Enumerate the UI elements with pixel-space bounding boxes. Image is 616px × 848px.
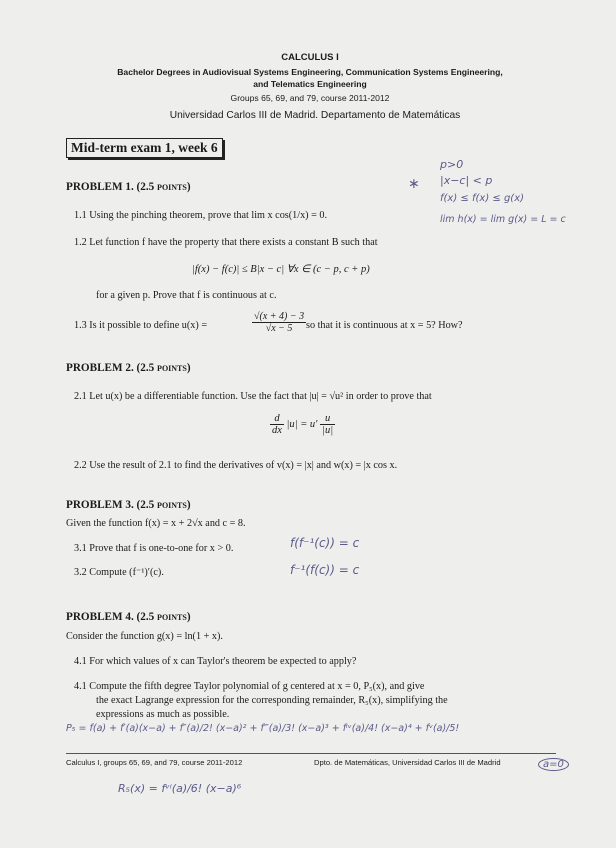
problem-4-1: 4.1 For which values of x can Taylor's theorem be expected to apply?: [74, 656, 357, 667]
problem-3-title: PROBLEM 3. (2.5 points): [66, 499, 191, 511]
handwriting-limit: lim h(x) = lim g(x) = L = c: [440, 214, 566, 225]
problem-2-title: PROBLEM 2. (2.5 points): [66, 362, 191, 374]
formula-abs-u: |u|: [322, 425, 334, 436]
problem-2-1-formula: [270, 413, 335, 436]
university-line: Universidad Carlos III de Madrid. Departamento de Matemáticas: [169, 110, 461, 121]
footer-left: Calculus I, groups 65, 69, and 79, course 2011-2012: [66, 758, 243, 767]
problem-2-2: 2.2 Use the result of 2.1 to find the derivatives of v(x) = |x| and w(x) = |x cos x.: [74, 460, 398, 471]
degree-line-2: and Telematics Engineering: [253, 79, 367, 89]
problem-1-2-formula: |f(x) − f(c)| ≤ B|x − c| ∀x ∈ (c − p, c + p): [192, 264, 370, 275]
handwriting-taylor-polynomial: P₅ = f(a) + f′(a)(x−a) + f″(a)/2! (x−a)² + f‴(a)/3! (x−a)³ + fⁱᵛ(a)/4! (x−a)⁴ + fᵛ(a)/5!: [66, 723, 460, 734]
fraction-denominator: √x − 5: [265, 323, 293, 334]
problem-4-2-line-2: the exact Lagrange expression for the corresponding remainder, R₅(x), simplifying the: [96, 695, 448, 706]
formula-u: u: [320, 413, 335, 425]
formula-dx: dx: [272, 425, 282, 436]
problem-4-given: Consider the function g(x) = ln(1 + x).: [66, 631, 223, 642]
course-title: CALCULUS I: [281, 52, 339, 63]
formula-mid: |u| = u′: [286, 418, 318, 430]
exam-title: Mid-term exam 1, week 6: [66, 138, 223, 158]
problem-4-title: PROBLEM 4. (2.5 points): [66, 611, 191, 623]
footer-rule: [66, 753, 556, 754]
problem-1-2: 1.2 Let function f have the property that there exists a constant B such that: [74, 237, 378, 248]
problem-2-1: 2.1 Let u(x) be a differentiable function. Use the fact that |u| = √u² in order to prove that: [74, 391, 432, 402]
problem-1-title: PROBLEM 1. (2.5 points): [66, 181, 191, 193]
problem-1-3-a: 1.3 Is it possible to define u(x) =: [74, 320, 208, 331]
problem-1-1: 1.1 Using the pinching theorem, prove that lim x cos(1/x) = 0.: [74, 210, 328, 221]
handwriting-p-positive: p>0: [440, 158, 464, 171]
problem-3-2: 3.2 Compute (f⁻¹)′(c).: [74, 567, 164, 578]
problem-3-given: Given the function f(x) = x + 2√x and c = 8.: [66, 518, 246, 529]
handwriting-pinching: f(x) ≤ f(x) ≤ g(x): [440, 193, 525, 204]
handwriting-center: a=0: [538, 758, 569, 771]
handwriting-remainder: R₅(x) = fᵛⁱ(a)/6! (x−a)⁶: [118, 782, 242, 795]
formula-d: d: [270, 413, 284, 425]
problem-4-2-line-3: expressions as much as possible.: [96, 709, 230, 720]
handwriting-star: ∗: [408, 176, 420, 192]
fraction-numerator: √(x + 4) − 3: [254, 311, 305, 322]
problem-3-1: 3.1 Prove that f is one-to-one for x > 0.: [74, 543, 234, 554]
degree-line-1: Bachelor Degrees in Audiovisual Systems Engineering, Communication Systems Engineering,: [117, 67, 503, 77]
problem-4-2-line-1: 4.1 Compute the fifth degree Taylor polynomial of g centered at x = 0, P₅(x), and give: [74, 681, 425, 692]
problem-1-3-fraction: [252, 311, 306, 334]
groups-line: Groups 65, 69, and 79, course 2011-2012: [230, 93, 390, 103]
problem-1-2-tail: for a given p. Prove that f is continuous at c.: [96, 290, 277, 301]
footer-right: Dpto. de Matemáticas, Universidad Carlos III de Madrid: [314, 758, 501, 767]
handwriting-interval: |x−c| < p: [440, 174, 493, 187]
handwriting-inverse-2: f⁻¹(f(c)) = c: [290, 563, 360, 577]
problem-1-3-b: so that it is continuous at x = 5? How?: [306, 320, 463, 331]
handwriting-inverse-1: f(f⁻¹(c)) = c: [290, 536, 360, 550]
